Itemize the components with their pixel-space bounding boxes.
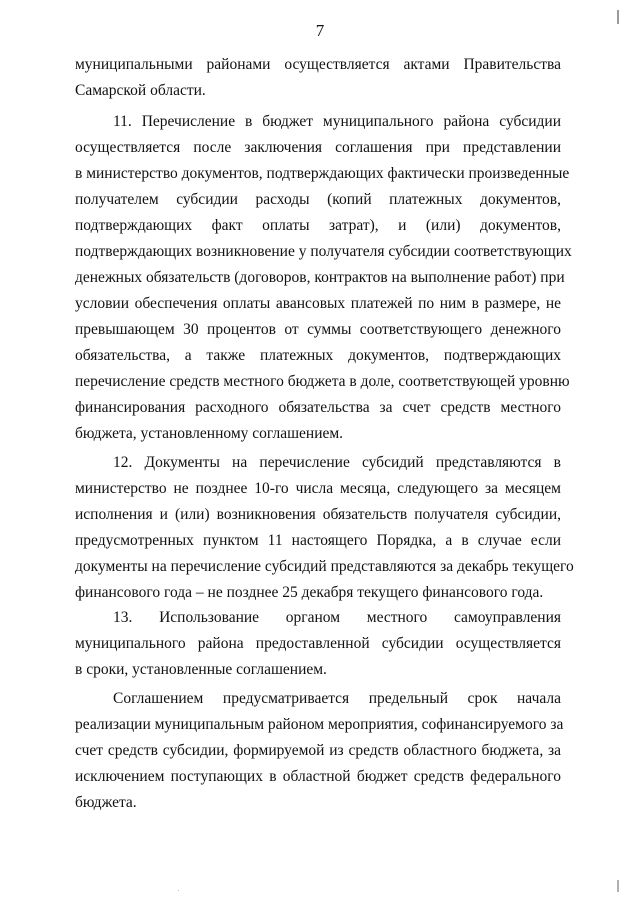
text-line: реализации муниципальным районом мероприятия, софинансируемого за [75,716,564,733]
text-line: превышающем 30 процентов от суммы соответствующего денежного [75,321,561,338]
text-line: подтверждающих возникновение у получателя субсидии соответствующих [75,243,572,260]
text-line: счет средств субсидии, формируемой из средств областного бюджета, за [75,742,561,759]
text-line: 13. Использование органом местного самоуправления [113,609,561,626]
text-line: бюджета, установленному соглашением. [75,425,344,442]
text-line: исключением поступающих в областной бюджет средств федерального [75,768,561,785]
scan-artifact-mark [617,880,619,892]
text-line: финансирования расходного обязательства за счет средств местного [75,399,561,416]
text-line: предусмотренных пунктом 11 настоящего Порядка, а в случае если [75,532,561,549]
text-line: в сроки, установленные соглашением. [75,661,327,678]
text-line: в министерство документов, подтверждающих фактически произведенные [75,165,570,182]
text-line: перечисление средств местного бюджета в доле, соответствующей уровню [75,373,570,390]
text-line: 11. Перечисление в бюджет муниципального района субсидии [113,113,561,130]
text-line: получателем субсидии расходы (копий платежных документов, [75,191,561,208]
text-line: муниципальными районами осуществляется актами Правительства [75,56,561,73]
text-line: 12. Документы на перечисление субсидий представляются в [113,454,561,471]
text-line: подтверждающих факт оплаты затрат), и (или) документов, [75,217,561,234]
text-line: бюджета. [75,794,137,811]
text-line: условии обеспечения оплаты авансовых платежей по ним в размере, не [75,295,561,312]
text-line: Соглашением предусматривается предельный срок начала [113,690,561,707]
scan-artifact-dot [178,890,179,891]
text-line: обязательства, а также платежных документов, подтверждающих [75,347,561,364]
text-line: исполнения и (или) возникновения обязательств получателя субсидии, [75,506,561,523]
text-line: документы на перечисление субсидий представляются за декабрь текущего [75,558,574,575]
text-line: муниципального района предоставленной субсидии осуществляется [75,635,561,652]
text-line: финансового года – не позднее 25 декабря текущего финансового года. [75,584,544,601]
text-line: денежных обязательств (договоров, контрактов на выполнение работ) при [75,269,565,286]
text-line: осуществляется после заключения соглашения при представлении [75,139,561,156]
text-line: Самарской области. [75,82,206,99]
text-line: министерство не позднее 10-го числа месяца, следующего за месяцем [75,480,561,497]
page-number: 7 [315,21,325,40]
